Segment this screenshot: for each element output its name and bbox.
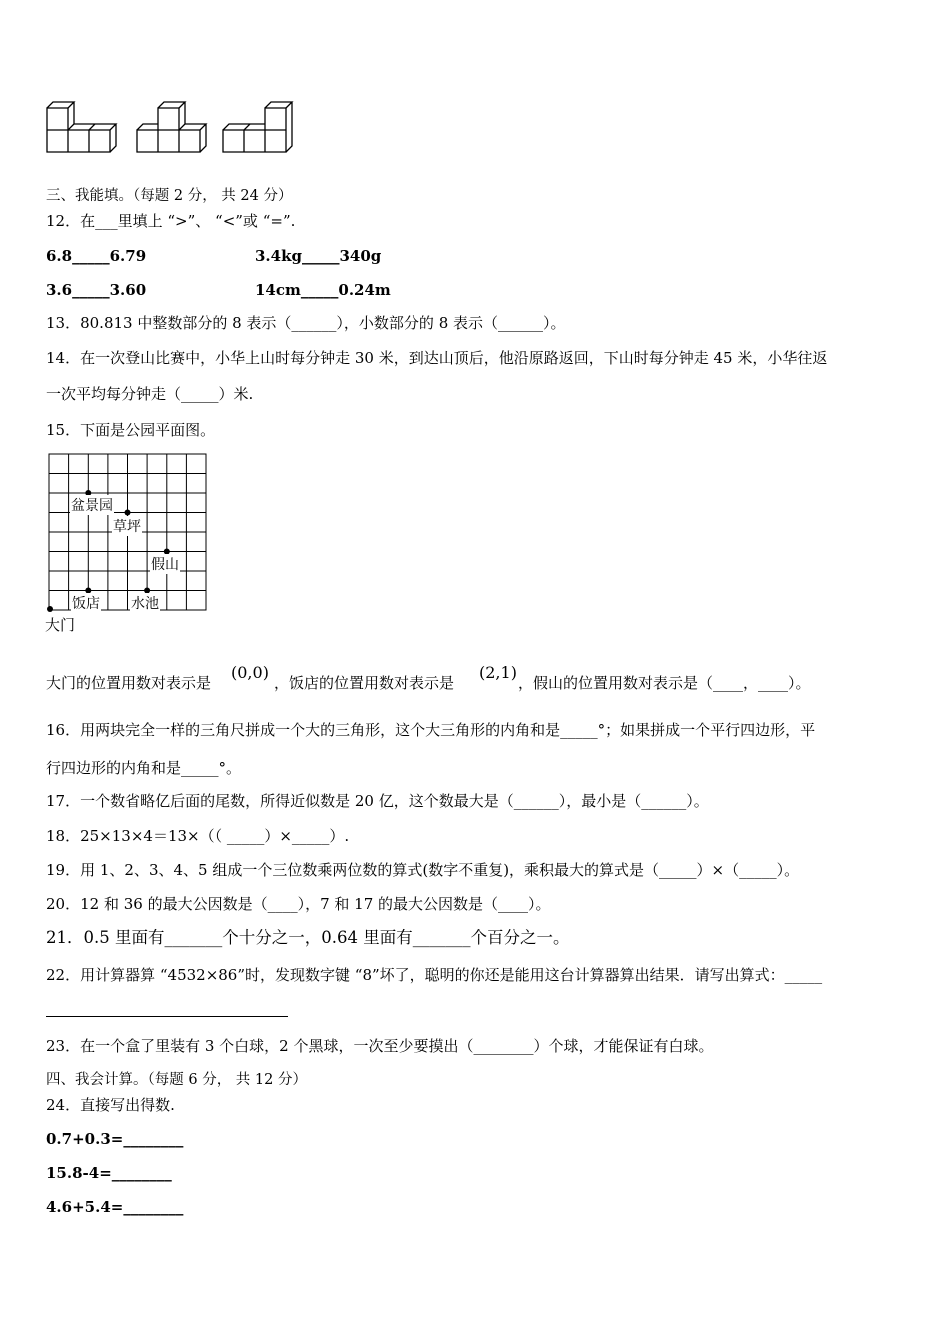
q17: 17．一个数省略亿后面的尾数，所得近似数是 20 亿，这个数最大是（______），最小是（______）。 bbox=[46, 792, 709, 810]
q15-text2: ，饭店的位置用数对表示是 bbox=[274, 674, 455, 692]
q16-line2: 行四边形的内角和是_____°。 bbox=[46, 759, 242, 777]
q15-text3: ，假山的位置用数对表示是（____，____）。 bbox=[518, 674, 811, 692]
map-label-shuichi: 水池 bbox=[130, 593, 160, 613]
q22-answer-line bbox=[46, 1016, 288, 1017]
q15-coord1: (0,0) bbox=[231, 663, 269, 682]
point-damen bbox=[47, 606, 53, 612]
q14-line1: 14．在一次登山比赛中，小华上山时每分钟走 30 米，到达山顶后，他沿原路返回，下山时每分钟走 45 米，小华往返 bbox=[46, 349, 828, 367]
q12-c: 3.6_____3.60 bbox=[46, 281, 147, 299]
q24-item-2: 15.8-4=________ bbox=[46, 1164, 172, 1182]
q12-stem: 12．在___里填上 “>”、 “<”或 “=”. bbox=[46, 212, 296, 230]
q14-line2: 一次平均每分钟走（_____）米. bbox=[46, 385, 254, 403]
map-label-damen: 大门 bbox=[45, 616, 76, 634]
cube-figure-2 bbox=[137, 102, 206, 152]
cube-figure-3 bbox=[223, 102, 292, 152]
q22: 22．用计算器算 “4532×86”时，发现数字键 “8”坏了，聪明的你还是能用这台计算器算出结果．请写出算式：_____ bbox=[46, 966, 823, 984]
q24-item-3: 4.6+5.4=________ bbox=[46, 1198, 184, 1216]
map-label-fandian: 饭店 bbox=[71, 593, 101, 613]
q20: 20．12 和 36 的最大公因数是（____），7 和 17 的最大公因数是（____）。 bbox=[46, 895, 551, 913]
q12-d: 14cm_____0.24m bbox=[255, 281, 391, 299]
map-label-jiashan: 假山 bbox=[150, 554, 180, 574]
q18: 18．25×13×4＝13×（（ _____）×_____）. bbox=[46, 827, 350, 845]
q21: 21．0.5 里面有_______个十分之一，0.64 里面有_______个百分之一。 bbox=[46, 928, 570, 947]
map-label-penjing: 盆景园 bbox=[70, 495, 114, 515]
point-caoping bbox=[125, 510, 131, 516]
q19: 19．用 1、2、3、4、5 组成一个三位数乘两位数的算式(数字不重复)，乘积最大的算式是（_____）×（_____）。 bbox=[46, 861, 800, 879]
q24-stem: 24．直接写出得数. bbox=[46, 1096, 175, 1114]
q12-b: 3.4kg_____340g bbox=[255, 247, 382, 265]
q13: 13．80.813 中整数部分的 8 表示（______），小数部分的 8 表示（______）。 bbox=[46, 314, 566, 332]
q15-text1: 大门的位置用数对表示是 bbox=[46, 674, 212, 692]
section-4-title: 四、我会计算。（每题 6 分， 共 12 分） bbox=[46, 1072, 307, 1088]
q12-a: 6.8_____6.79 bbox=[46, 247, 147, 265]
q16-line1: 16．用两块完全一样的三角尺拼成一个大的三角形，这个大三角形的内角和是_____°；如果拼成一个平行四边形，平 bbox=[46, 721, 816, 739]
q24-item-1: 0.7+0.3=________ bbox=[46, 1130, 184, 1148]
q15-stem: 15．下面是公园平面图。 bbox=[46, 421, 216, 439]
map-label-caoping: 草坪 bbox=[112, 516, 142, 536]
q23: 23．在一个盒了里装有 3 个白球，2 个黑球，一次至少要摸出（________）个球，才能保证有白球。 bbox=[46, 1037, 714, 1055]
cube-figures bbox=[44, 98, 304, 156]
q15-coord2: (2,1) bbox=[479, 663, 517, 682]
section-3-title: 三、我能填。（每题 2 分， 共 24 分） bbox=[46, 188, 293, 204]
cube-figure-1 bbox=[47, 102, 116, 152]
